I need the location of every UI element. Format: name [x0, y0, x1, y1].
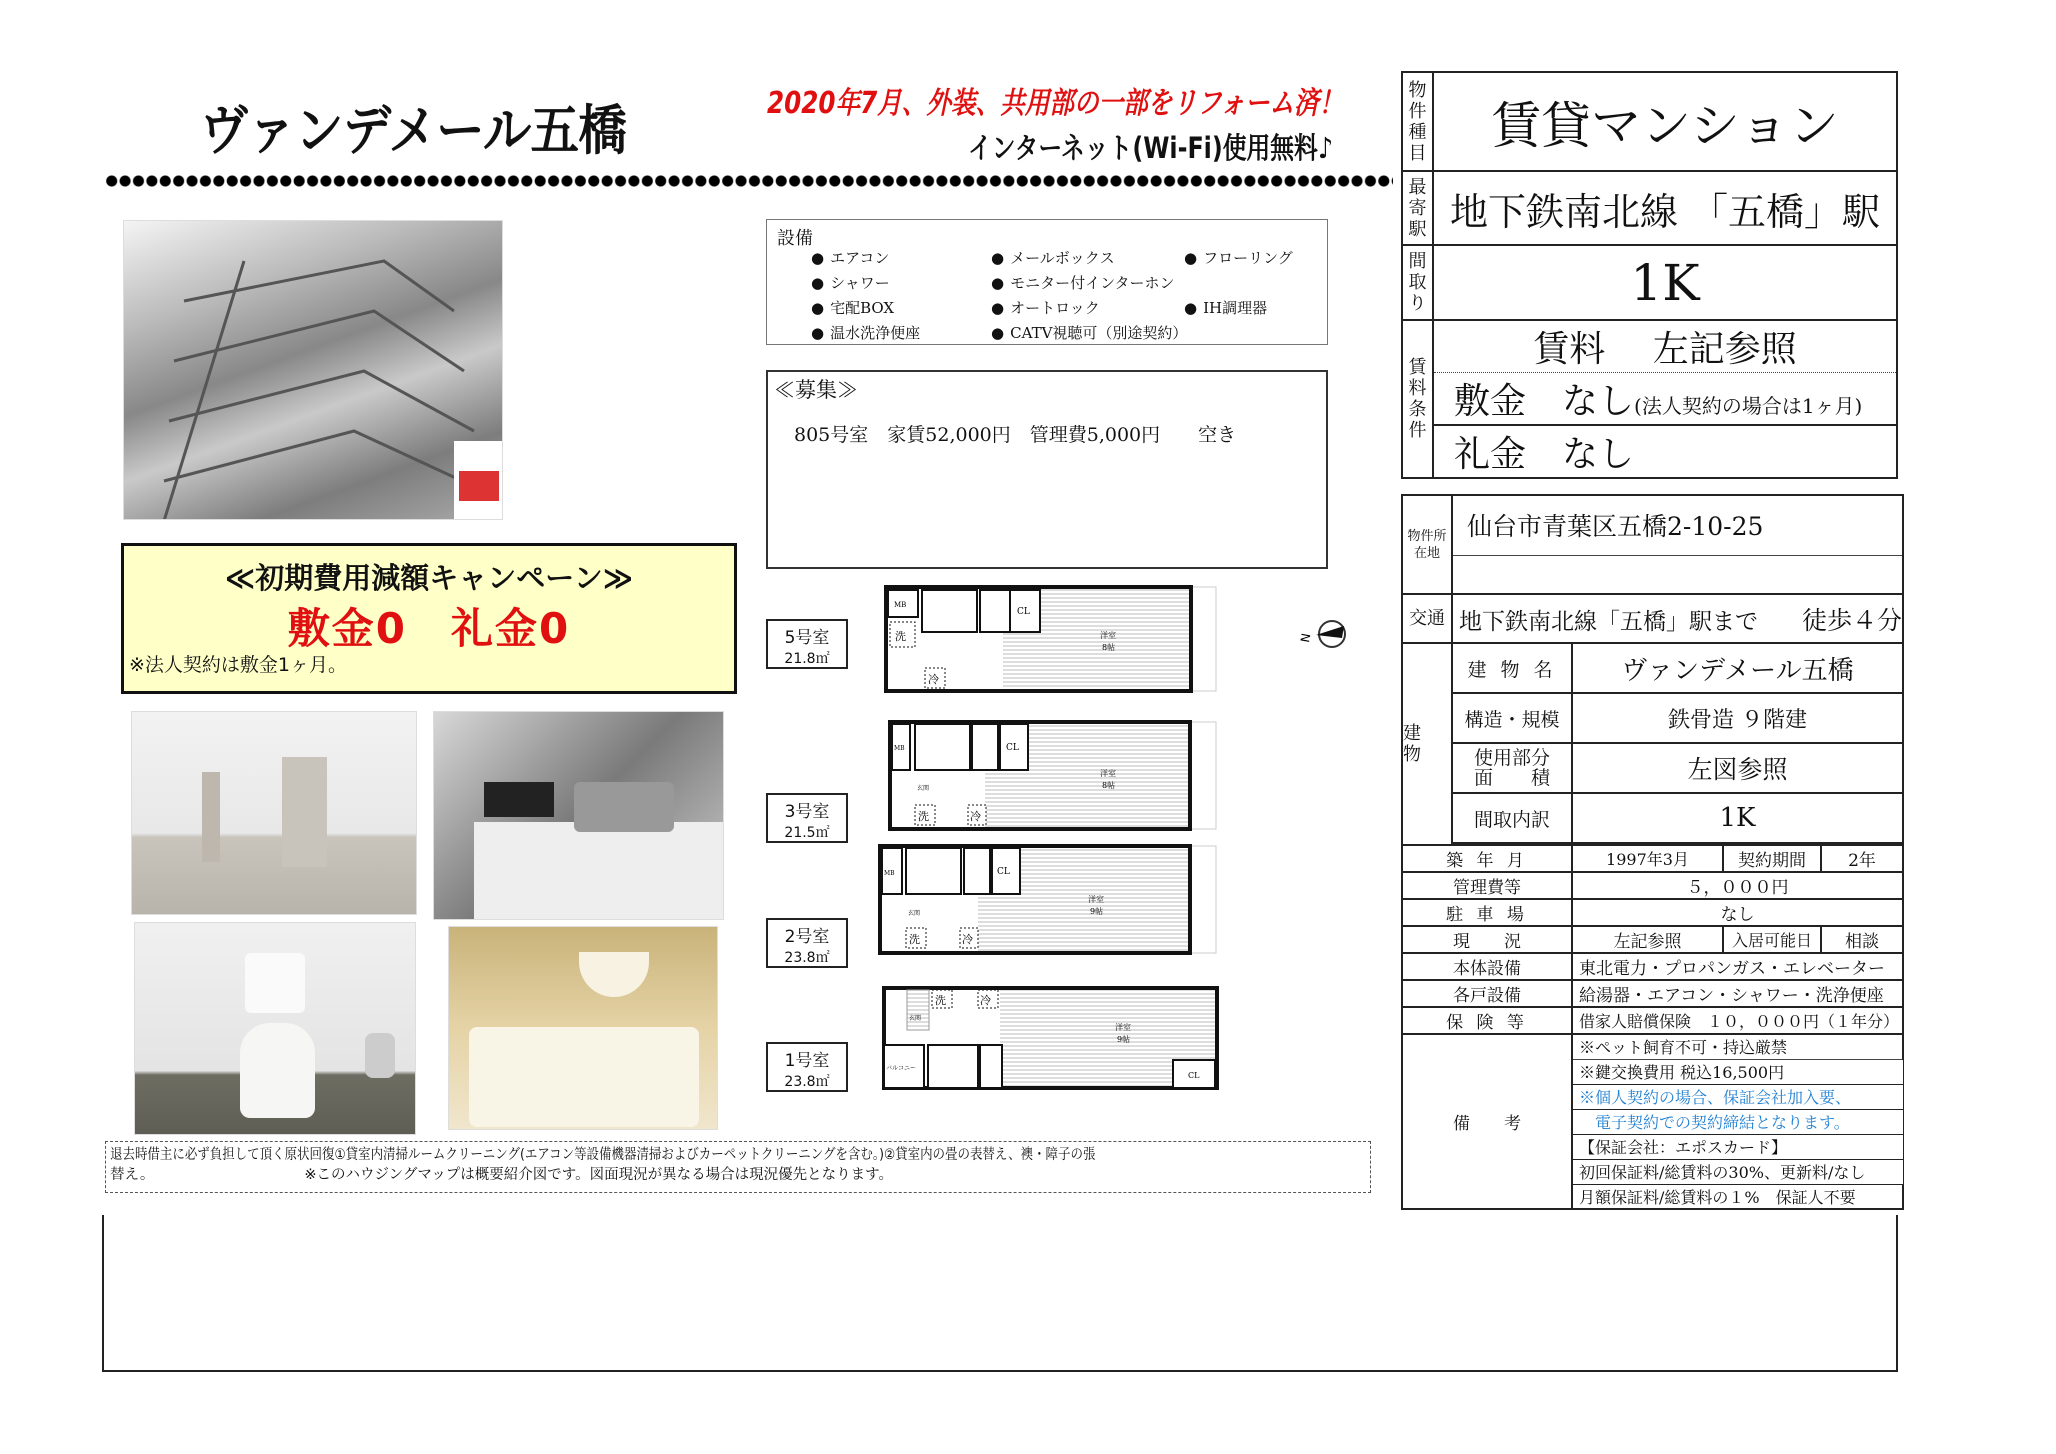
equipment-item: ● フローリング: [1184, 247, 1293, 268]
built-label: 築 年 月: [1402, 845, 1572, 872]
room-area: 21.5㎡: [784, 825, 830, 841]
building-title: ヴァンデメール五橋: [200, 99, 626, 162]
access-label: 交通: [1402, 594, 1452, 643]
entrance-label: 玄関: [917, 785, 930, 792]
remark-item: ※個人契約の場合、保証会社加入要、: [1572, 1084, 1903, 1109]
room-interior-photo: [131, 711, 417, 915]
remark-item: 電子契約での契約締結となります。: [1572, 1109, 1903, 1134]
move-in-label: 入居可能日: [1723, 926, 1821, 953]
management-fee: ５，０００円: [1572, 872, 1903, 899]
fridge-label: 冷: [980, 994, 991, 1007]
footer-note-line1: 退去時借主に必ず負担して頂く原状回復①貸室内清掃ルームクリーニング(エアコン等設備機器清掃およびカーペットクリーニングを含む。)②貸室内の畳の表替え、襖・障子の張: [110, 1147, 1096, 1163]
parking-label: 駐 車 場: [1402, 899, 1572, 926]
address-label: 物件所在地: [1402, 495, 1452, 594]
bottom-blank-box: [102, 1215, 1898, 1372]
room-number: 1号室: [784, 1051, 830, 1071]
details-table: [1401, 494, 1904, 1210]
room-size-label: 9帖: [1117, 1035, 1131, 1044]
equipment-item: ● エアコン: [811, 247, 889, 268]
status: 左記参照: [1572, 926, 1723, 953]
floor-plan-3: [890, 722, 1216, 829]
address: 仙台市青葉区五橋2-10-25: [1452, 495, 1903, 555]
remark-item: 月額保証料/総賃料の１% 保証人不要: [1572, 1184, 1903, 1209]
floor-plan-5: [886, 587, 1216, 691]
entrance-label: 玄関: [908, 910, 921, 917]
campaign-box: [121, 543, 737, 694]
room-label-3: [766, 793, 848, 843]
wash-label: 洗: [918, 810, 929, 823]
mb-label: MB: [894, 601, 907, 609]
campaign-highlight: 敷金0 礼金0: [287, 604, 571, 653]
campaign-note: ※法人契約は敷金1ヶ月。: [129, 654, 348, 676]
remark-item: 【保証会社：エポスカード】: [1572, 1134, 1903, 1159]
equipment-item: ● IH調理器: [1184, 297, 1267, 318]
balcony-label: バルコニー: [886, 1065, 917, 1072]
room-type-label: 洋室: [1115, 1023, 1131, 1032]
fridge-label: 冷: [970, 810, 981, 823]
equipment-item: ● オートロック: [991, 297, 1100, 318]
cl-label: CL: [997, 867, 1010, 877]
equipment-item: ● CATV視聴可（別途契約）: [991, 322, 1187, 343]
rent: 賃料 左記参照: [1433, 320, 1897, 373]
summary-table: [1401, 71, 1898, 479]
building-equipment: 東北電力・プロパンガス・エレベーター: [1572, 953, 1903, 980]
room-number: 3号室: [784, 802, 830, 822]
equipment-item: ● 温水洗浄便座: [811, 322, 920, 343]
floor-plan-2: [880, 846, 1216, 953]
bathroom-photo: [448, 926, 718, 1130]
layout-detail: 1K: [1572, 793, 1903, 843]
equipment-item: ● モニター付インターホン: [991, 272, 1175, 293]
area-label-1: 使用部分: [1473, 747, 1550, 769]
fridge-label: 冷: [928, 673, 939, 686]
footer-note: [105, 1141, 1371, 1193]
building-label: 建物: [1402, 643, 1452, 845]
recruitment-row: 805号室 家賃52,000円 管理費5,000円 空き: [794, 424, 1237, 446]
floor-plan-1: [884, 988, 1217, 1088]
address-blank: [1452, 555, 1903, 594]
floor-plans: [870, 580, 1230, 1140]
building-exterior-photo: [123, 220, 503, 520]
campaign-title: ≪初期費用減額キャンペーン≫: [224, 561, 634, 595]
compass-north-icon: [1296, 618, 1352, 650]
layout-label: 間取り: [1402, 245, 1433, 320]
entrance-label: 玄関: [909, 1015, 922, 1022]
internet-note: インターネット(Wi-Fi)使用無料♪: [968, 131, 1334, 165]
room-size-label: 8帖: [1102, 781, 1116, 790]
structure: 鉄骨造 ９階建: [1572, 693, 1903, 743]
unit-equipment-label: 各戸設備: [1402, 980, 1572, 1007]
deposit-cell: [1433, 373, 1897, 426]
deposit: 敷金 なし: [1454, 381, 1635, 422]
mb-label: MB: [884, 870, 895, 877]
remark-item: 初回保証料/総賃料の30%、更新料/なし: [1572, 1159, 1903, 1184]
room-type-label: 洋室: [1088, 895, 1104, 904]
svg-text:N: N: [1298, 632, 1314, 644]
room-number: 5号室: [784, 628, 830, 648]
status-label: 現 況: [1402, 926, 1572, 953]
built-date: 1997年3月: [1572, 845, 1723, 872]
room-label-1: [766, 1042, 848, 1092]
type-label: 物件種目: [1402, 72, 1433, 171]
room-size-label: 8帖: [1102, 643, 1116, 652]
equipment-label: 設備: [777, 228, 813, 249]
room-type-label: 洋室: [1100, 769, 1116, 778]
management-fee-label: 管理費等: [1402, 872, 1572, 899]
layout-detail-label: 間取内訳: [1452, 793, 1572, 843]
nearest-station: 地下鉄南北線 「五橋」駅: [1433, 171, 1897, 245]
wash-label: 洗: [895, 630, 906, 643]
insurance: 借家人賠償保険 １０，０００円（１年分）: [1572, 1007, 1903, 1034]
cl-label: CL: [1188, 1071, 1200, 1080]
key-money: 礼金 なし: [1433, 425, 1897, 478]
building-equipment-label: 本体設備: [1402, 953, 1572, 980]
structure-label: 構造・規模: [1452, 693, 1572, 743]
mb-label: MB: [894, 745, 905, 752]
station-label: 最寄駅: [1402, 171, 1433, 245]
equipment-box: [766, 219, 1328, 345]
unit-equipment: 給湯器・エアコン・シャワー・洗浄便座: [1572, 980, 1903, 1007]
property-type: 賃貸マンション: [1433, 72, 1897, 171]
walk-time: 徒歩４分: [1802, 605, 1903, 635]
wash-label: 洗: [935, 994, 946, 1007]
kitchen-photo: [433, 711, 724, 920]
renovation-note: 2020年7月、外装、共用部の一部をリフォーム済！: [767, 86, 1344, 121]
room-type-label: 洋室: [1100, 631, 1116, 640]
toilet-photo: [134, 922, 416, 1135]
room-number: 2号室: [784, 927, 830, 947]
fridge-label: 冷: [962, 933, 973, 946]
recruitment-box: [766, 370, 1328, 569]
name-label: 建 物 名: [1452, 643, 1572, 693]
room-area: 21.8㎡: [784, 651, 830, 667]
insurance-label: 保 険 等: [1402, 1007, 1572, 1034]
room-label-5: [766, 619, 848, 669]
access: 地下鉄南北線「五橋」駅まで: [1459, 608, 1758, 635]
equipment-item: ● シャワー: [811, 272, 890, 293]
wash-label: 洗: [909, 933, 920, 946]
terms-label: 賃料条件: [1402, 320, 1433, 478]
room-label-2: [766, 918, 848, 968]
recruitment-label: ≪募集≫: [774, 378, 858, 402]
room-size-label: 9帖: [1090, 907, 1104, 916]
term-label: 契約期間: [1723, 845, 1821, 872]
dotted-divider: [105, 172, 1393, 190]
deposit-note: (法人契約の場合は1ヶ月): [1634, 394, 1863, 418]
area-label-2: 面 積: [1473, 767, 1550, 789]
room-area: 23.8㎡: [784, 950, 830, 966]
building-name: ヴァンデメール五橋: [1572, 643, 1903, 693]
layout: 1K: [1433, 245, 1897, 320]
contract-term: 2年: [1821, 845, 1903, 872]
remark-item: ※鍵交換費用 税込16,500円: [1572, 1059, 1903, 1084]
move-in: 相談: [1821, 926, 1903, 953]
equipment-item: ● メールボックス: [991, 247, 1115, 268]
footer-note-line2b: ※このハウジングマップは概要紹介図です。図面現況が異なる場合は現況優先となります。: [304, 1167, 893, 1183]
parking: なし: [1572, 899, 1903, 926]
room-area: 23.8㎡: [784, 1074, 830, 1090]
footer-note-line2a: 替え。: [110, 1167, 155, 1183]
cl-label: CL: [1017, 607, 1030, 617]
equipment-item: ● 宅配BOX: [811, 297, 894, 318]
remark-item: ※ペット飼育不可・持込厳禁: [1572, 1034, 1903, 1059]
area: 左図参照: [1572, 743, 1903, 793]
remarks-label: 備 考: [1402, 1034, 1572, 1209]
cl-label: CL: [1006, 743, 1019, 753]
